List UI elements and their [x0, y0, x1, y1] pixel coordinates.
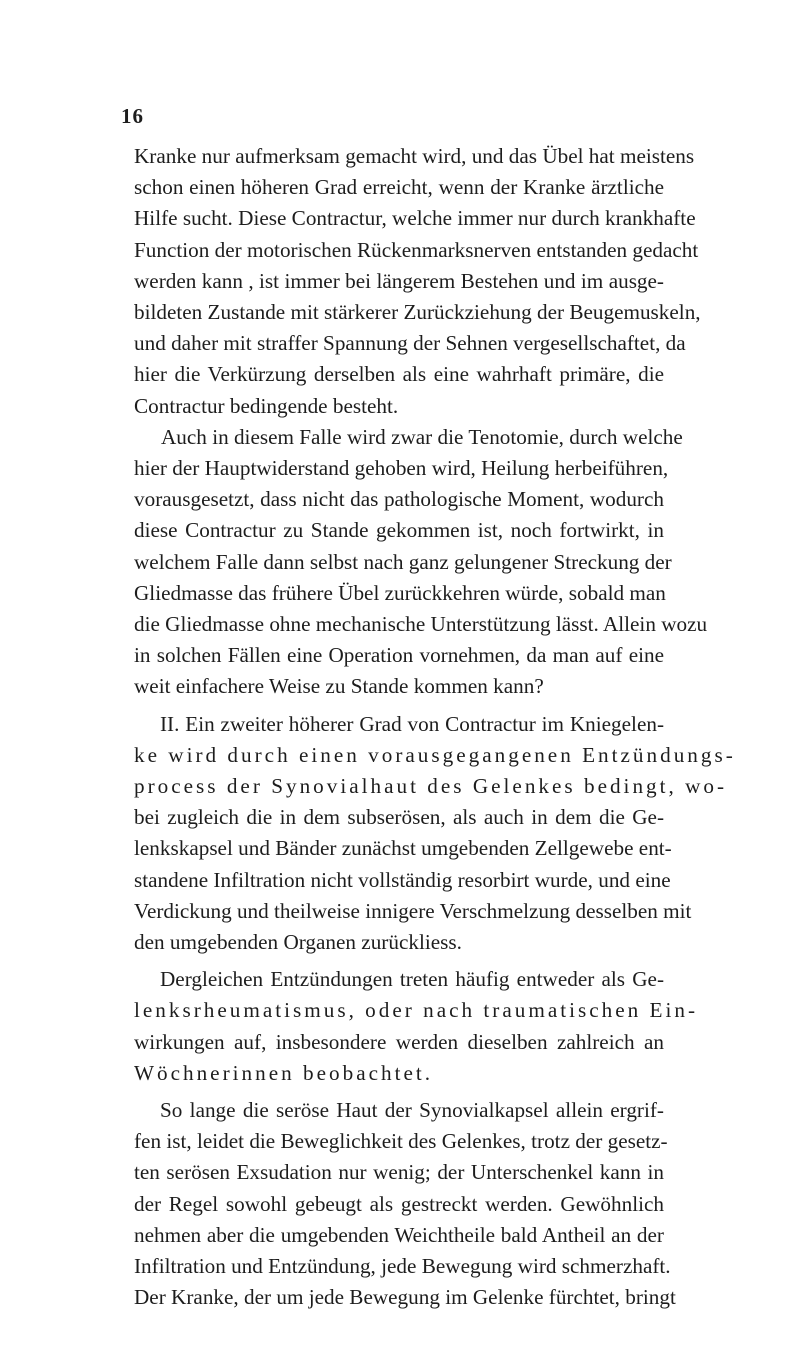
text-line: II. Ein zweiter höherer Grad von Contractur im Kniegelen-: [160, 712, 664, 736]
text-line: bildeten Zustande mit stärkerer Zurückziehung der Beugemuskeln,: [134, 300, 701, 324]
text-line: hier der Hauptwiderstand gehoben wird, Heilung herbeiführen,: [134, 456, 669, 480]
text-line: schon einen höheren Grad erreicht, wenn der Kranke ärztliche: [134, 175, 664, 199]
text-line: und daher mit straffer Spannung der Sehnen vergesellschaftet, da: [134, 331, 686, 355]
text-line: die Gliedmasse ohne mechanische Unterstützung lässt. Allein wozu: [134, 612, 708, 636]
text-line: Auch in diesem Falle wird zwar die Tenotomie, durch welche: [161, 425, 683, 449]
text-line: Der Kranke, der um jede Bewegung im Gelenke fürchtet, bringt: [134, 1285, 676, 1309]
text-line: standene Infiltration nicht vollständig resorbirt wurde, und eine: [134, 868, 671, 892]
text-line: Dergleichen Entzündungen treten häufig entweder als Ge-: [160, 967, 664, 991]
text-line: ten serösen Exsudation nur wenig; der Unterschenkel kann in: [134, 1160, 664, 1184]
text-line: Verdickung und theilweise innigere Verschmelzung desselben mit: [134, 899, 692, 923]
text-line: fen ist, leidet die Beweglichkeit des Gelenkes, trotz der gesetz-: [134, 1129, 668, 1153]
text-line: werden kann , ist immer bei längerem Bestehen und im ausge-: [134, 269, 664, 293]
text-line: hier die Verkürzung derselben als eine wahrhaft primäre, die: [134, 362, 664, 386]
text-line: vorausgesetzt, dass nicht das pathologische Moment, wodurch: [134, 487, 664, 511]
text-line: Wöchnerinnen beobachtet.: [134, 1061, 434, 1085]
text-line: diese Contractur zu Stande gekommen ist, noch fortwirkt, in: [134, 518, 664, 542]
text-line: Infiltration und Entzündung, jede Bewegung wird schmerzhaft.: [134, 1254, 671, 1278]
text-line: den umgebenden Organen zurückliess.: [134, 930, 462, 954]
text-line: Function der motorischen Rückenmarksnerven entstanden gedacht: [134, 238, 699, 262]
text-line: Contractur bedingende besteht.: [134, 394, 399, 418]
text-line: Kranke nur aufmerksam gemacht wird, und das Übel hat meistens: [134, 144, 695, 168]
text-line: bei zugleich die in dem subserösen, als auch in dem die Ge-: [134, 805, 664, 829]
text-line: Hilfe sucht. Diese Contractur, welche immer nur durch krankhafte: [134, 206, 696, 230]
text-line: der Regel sowohl gebeugt als gestreckt werden. Gewöhnlich: [134, 1192, 664, 1216]
text-line: process der Synovialhaut des Gelenkes bedingt, wo-: [134, 774, 728, 798]
text-line: So lange die seröse Haut der Synovialkapsel allein ergrif-: [160, 1098, 664, 1122]
text-line: in solchen Fällen eine Operation vornehmen, da man auf eine: [134, 643, 664, 667]
text-line: lenksrheumatismus, oder nach traumatischen Ein-: [134, 998, 699, 1022]
text-line: nehmen aber die umgebenden Weichtheile bald Antheil an der: [134, 1223, 664, 1247]
text-line: ke wird durch einen vorausgegangenen Entzündungs-: [134, 743, 736, 767]
text-line: welchem Falle dann selbst nach ganz gelungener Streckung der: [134, 550, 672, 574]
text-line: Gliedmasse das frühere Übel zurückkehren würde, sobald man: [134, 581, 666, 605]
text-line: weit einfachere Weise zu Stande kommen kann?: [134, 674, 544, 698]
text-line: lenkskapsel und Bänder zunächst umgebenden Zellgewebe ent-: [134, 836, 672, 860]
page-number: 16: [121, 104, 144, 128]
text-line: wirkungen auf, insbesondere werden dieselben zahlreich an: [134, 1030, 664, 1054]
